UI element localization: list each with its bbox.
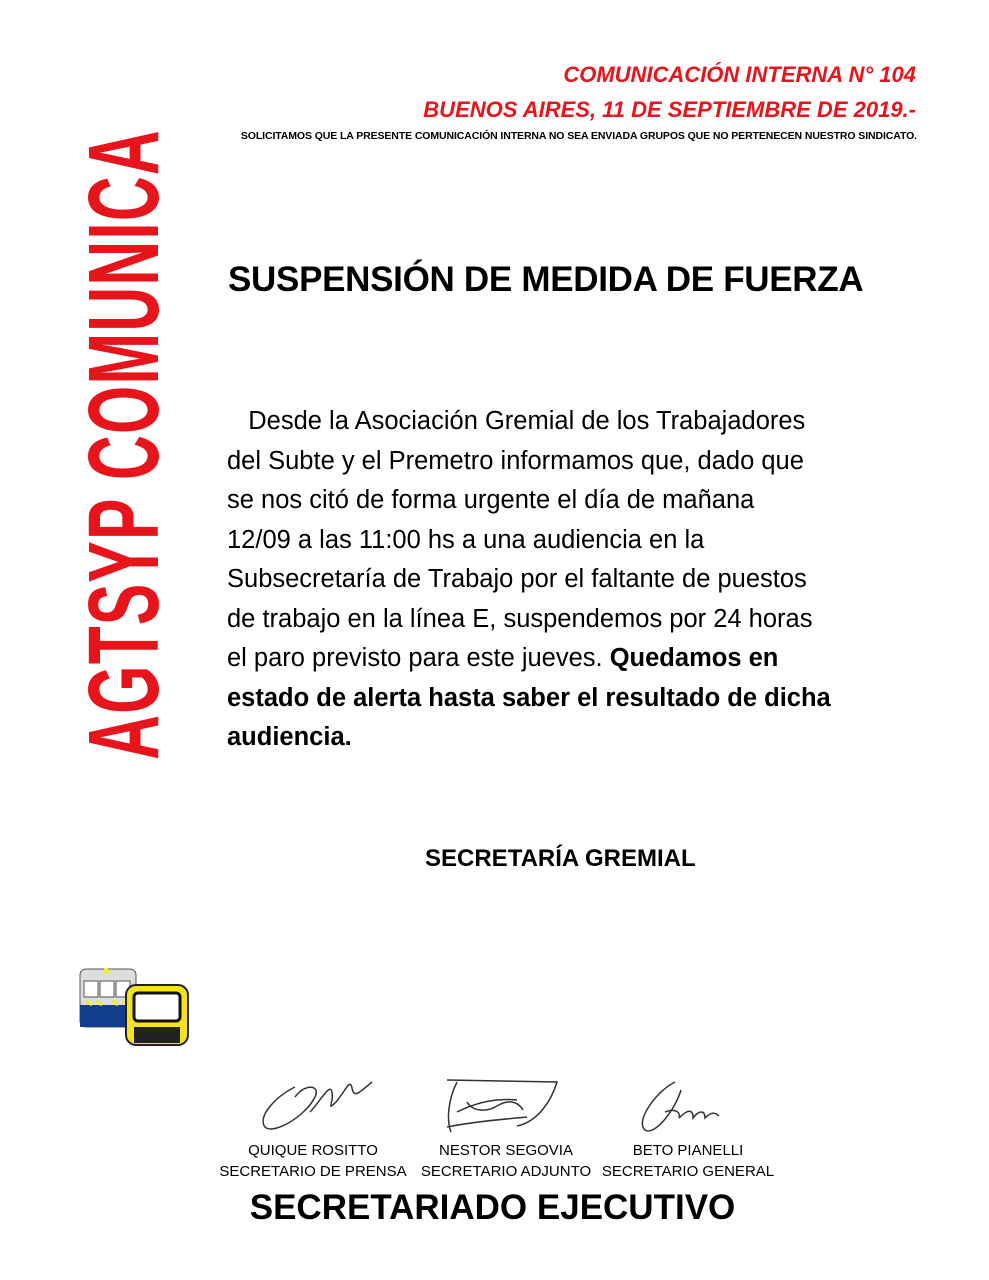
distribution-notice: SOLICITAMOS QUE LA PRESENTE COMUNICACIÓN INTERNA NO SEA ENVIADA GRUPOS QUE NO PERTENECEN NUESTRO SINDICATO. (240, 130, 917, 142)
body-line-text: el paro previsto para este jueves. (227, 644, 610, 672)
body-bold-text: Quedamos en (609, 644, 779, 672)
body-line (227, 639, 831, 679)
agtsyp-logo (68, 129, 180, 953)
subway-trains-icon (78, 965, 193, 1047)
signatory-name: QUIQUE ROSITTO (248, 1142, 378, 1159)
body-line: 12/09 a las 11:00 hs a una audiencia en la (227, 525, 705, 554)
signatory-segovia (406, 1140, 606, 1182)
logo-text: AGTSYP COMUNICA (68, 129, 180, 760)
document-title: SUSPENSIÓN DE MEDIDA DE FUERZA (228, 260, 864, 299)
signature-segovia (437, 1072, 567, 1137)
signing-department: SECRETARÍA GREMIAL (425, 845, 696, 872)
body-line: de trabajo en la línea E, suspendemos por 24 horas (227, 604, 813, 633)
body-bold-line: estado de alerta hasta saber el resultado de dicha (227, 683, 831, 712)
footer-title: SECRETARIADO EJECUTIVO (249, 1188, 736, 1227)
signatory-role: SECRETARIO GENERAL (601, 1163, 775, 1180)
date-line: BUENOS AIRES, 11 DE SEPTIEMBRE DE 2019.- (423, 97, 916, 122)
signature-rositto (255, 1072, 385, 1137)
body-text (227, 402, 831, 758)
signatory-role: SECRETARIO ADJUNTO (420, 1163, 592, 1180)
body-line: se nos citó de forma urgente el día de mañana (227, 486, 755, 514)
body-bold-line: audiencia. (227, 723, 352, 751)
body-line: Desde la Asociación Gremial de los Trabajadores (227, 407, 806, 435)
signature-pianelli (625, 1072, 735, 1137)
signatory-rositto (213, 1140, 413, 1182)
body-line: Subsecretaría de Trabajo por el faltante de puestos (227, 565, 807, 593)
signatory-name: BETO PIANELLI (632, 1142, 744, 1159)
signatory-role: SECRETARIO DE PRENSA (219, 1163, 407, 1180)
body-line: del Subte y el Premetro informamos que, dado que (227, 446, 804, 475)
signatory-pianelli (588, 1140, 788, 1182)
signatory-name: NESTOR SEGOVIA (439, 1142, 573, 1159)
communication-number: COMUNICACIÓN INTERNA N° 104 (563, 62, 916, 87)
